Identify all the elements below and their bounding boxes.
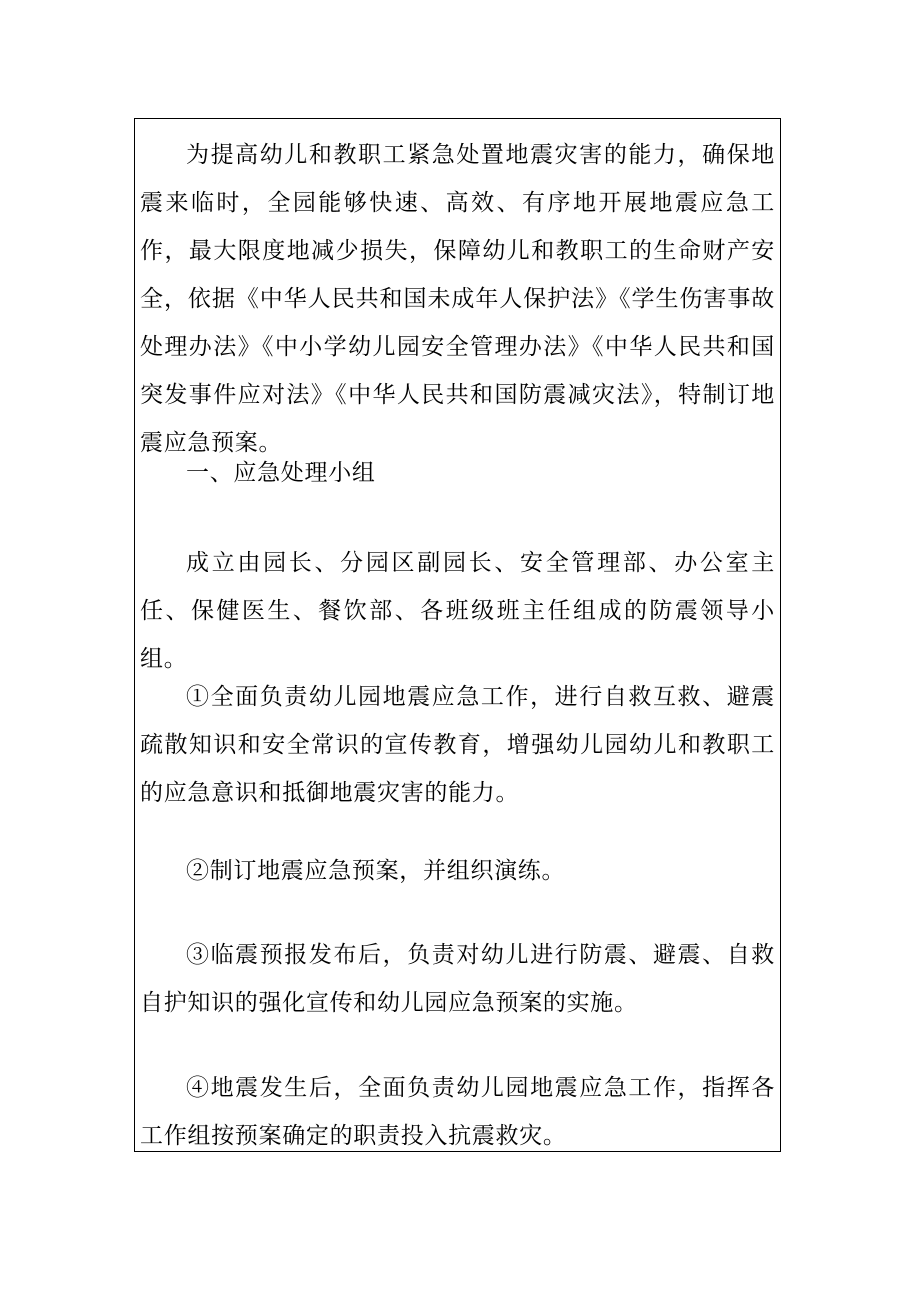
duty-item-4: ④地震发生后，全面负责幼儿园地震应急工作，指挥各工作组按预案确定的职责投入抗震救灾。 xyxy=(140,1075,775,1149)
section-heading: 一、应急处理小组 xyxy=(186,460,376,486)
intro-paragraph: 为提高幼儿和教职工紧急处置地震灾害的能力，确保地震来临时，全园能够快速、高效、有序地开展地震应急工作，最大限度地减少损失，保障幼儿和教职工的生命财产安全，依据《中华人民共和国未成年人保护法》《学生伤害事故处理办法》《中小学幼儿园安全管理办法》《中华人民共和国突发事件应对法》《中华人民共和国防震减灾法》，特制订地震应急预案。 xyxy=(140,142,775,456)
duty-item-2: ②制订地震应急预案，并组织演练。 xyxy=(186,858,566,884)
group-description-paragraph: 成立由园长、分园区副园长、安全管理部、办公室主任、保健医生、餐饮部、各班级班主任组成的防震领导小组。 xyxy=(140,550,775,672)
duty-item-3: ③临震预报发布后，负责对幼儿进行防震、避震、自救自护知识的强化宣传和幼儿园应急预案的实施。 xyxy=(140,942,775,1016)
document-frame xyxy=(134,118,781,1152)
duty-item-1: ①全面负责幼儿园地震应急工作，进行自救互救、避震疏散知识和安全常识的宣传教育，增强幼儿园幼儿和教职工的应急意识和抵御地震灾害的能力。 xyxy=(140,684,775,806)
